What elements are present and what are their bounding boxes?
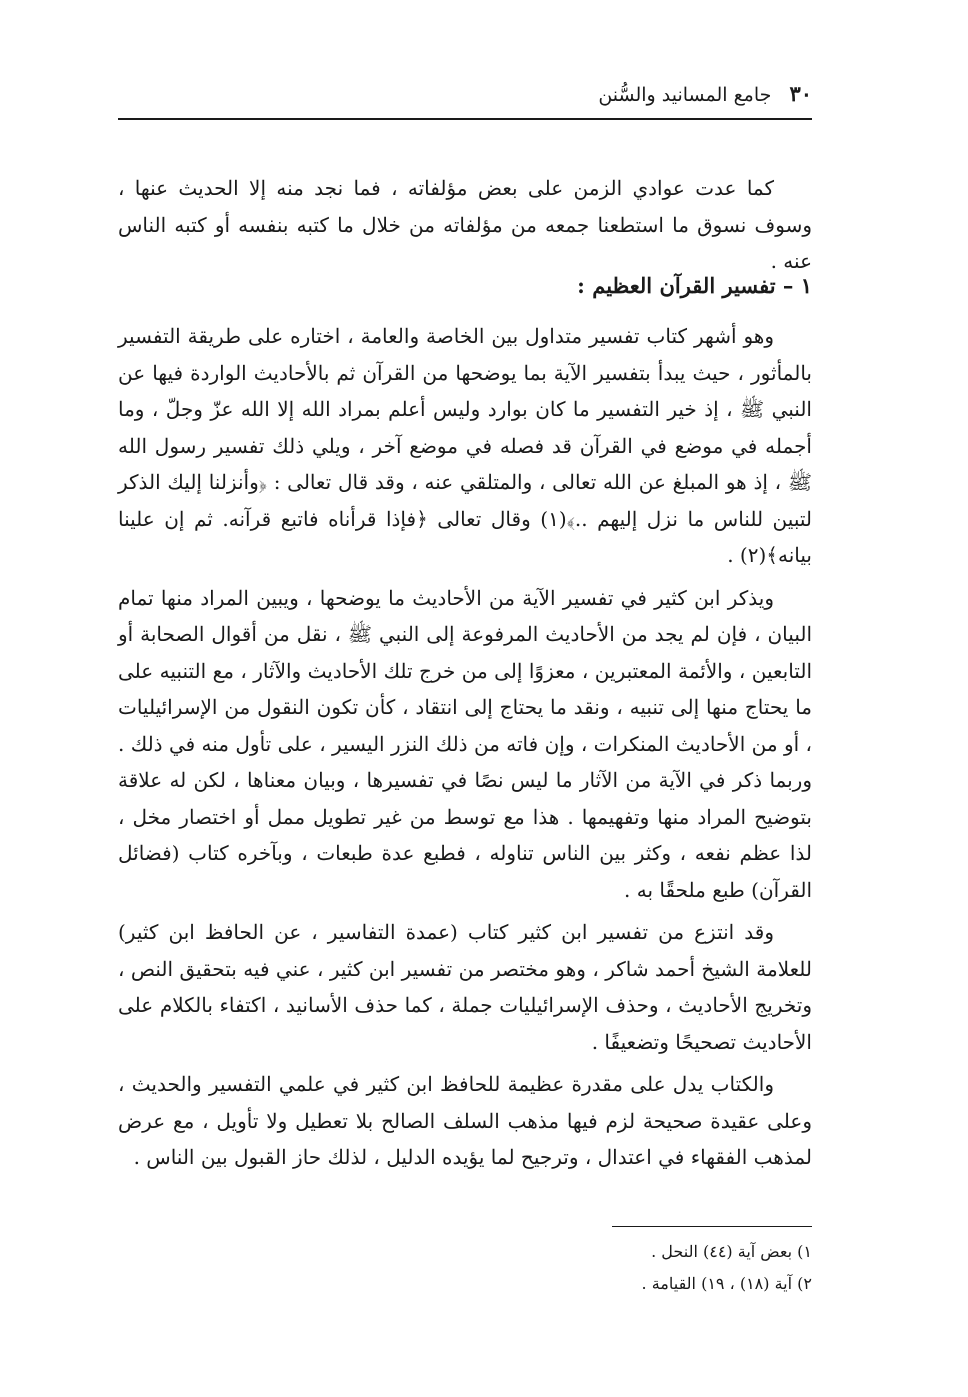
- footnote: ٢) آية (١٨) ، ١٩) القيامة .: [641, 1274, 812, 1293]
- section-heading: ١ – تفسير القرآن العظيم :: [577, 273, 812, 298]
- footnote: ١) بعض آية (٤٤) النحل .: [651, 1242, 812, 1261]
- footnotes: [118, 1236, 812, 1300]
- running-title: جامع المسانيد والسُّنن: [598, 84, 772, 106]
- paragraph: وقد انتزع من تفسير ابن كثير كتاب (عمدة التفاسير ، عن الحافظ ابن كثير) للعلامة الشيخ أحمد شاكر ، وهو مختصر من تفسير ابن كثير ، عني فيه بتحقيق النص ، وتخريج الأحاديث ، وحذف الإسرائيليات جملة ، كما حذف الأسانيد ، اكتفاء بالكلام على الأحاديث تصحيحًا وتضعيفًا .: [118, 920, 812, 1054]
- paragraph: وهو أشهر كتاب تفسير متداول بين الخاصة والعامة ، اختاره على طريقة التفسير بالمأثور ، حيث يبدأ بتفسير الآية بما يوضحها من القرآن ثم بالأحاديث الواردة فيها عن النبي ﷺ ، إذ خير التفسير ما كان بوارد وليس أعلم بمراد الله إلا الله عزّ وجلّ ، وما أجمله في موضع في القرآن قد فصله في موضع آخر ، ويلي ذلك تفسير رسول الله ﷺ ، إذ هو المبلغ عن الله تعالى ، والمتلقي عنه ، وقد قال تعالى : ﴿وأنزلنا إليك الذكر لتبين للناس ما نزل إليهم ..﴾(١) وقال تعالى ﴿فإذا قرأناه فاتبع قرآنه. ثم إن علينا بيانه﴾(٢) .: [118, 324, 813, 567]
- paragraph: ويذكر ابن كثير في تفسير الآية من الأحاديث ما يوضحها ، ويبين المراد منها تمام البيان ، فإن لم يجد من الأحاديث المرفوعة إلى النبي ﷺ ، نقل من أقوال الصحابة أو التابعين ، والأئمة المعتبرين ، معزوًا إلى من خرج تلك الأحاديث والآثار ، مع التنبيه على ما يحتاج منها إلى تنبيه ، ونقد ما يحتاج إلى انتقاد ، كأن تكون النقول من الإسرائيليات ، أو من الأحاديث المنكرات ، وإن فاته من ذلك النزر اليسير ، على تأول منه في ذلك . وربما ذكر في الآية من الآثار ما ليس نصًا في تفسيرها ، وبيان معناها ، لكن له علاقة بتوضيح المراد منها وتفهيمها . هذا مع توسط من غير تطويل ممل أو اختصار مخل ، لذا عظم نفعه ، وكثر بين الناس تناوله ، فطبع عدة طبعات ، وبآخره كتاب (فضائل القرآن) طبع ملحقًا به .: [118, 585, 812, 902]
- header-rule: [118, 118, 812, 120]
- intro-block: [118, 170, 812, 280]
- intro-paragraph: كما عدت عوادي الزمن على بعض مؤلفاته ، فما نجد منه إلا الحديث عنها ، وسوف نسوق ما استطعنا جمعه من مؤلفاته من خلال ما كتبه بنفسه أو كتبه الناس عنه .: [118, 176, 812, 273]
- footnote-rule: [612, 1226, 812, 1227]
- page-number: ٣٠: [789, 81, 812, 106]
- running-header: [118, 78, 812, 111]
- paragraph: والكتاب يدل على مقدرة عظيمة للحافظ ابن كثير في علمي التفسير والحديث ، وعلى عقيدة صحيحة لزم فيها مذهب السلف الصالح بلا تعطيل ولا تأويل ، مع عرض لمذهب الفقهاء في اعتدال ، وترجيح لما يؤيده الدليل ، لذلك حاز القبول بين الناس .: [118, 1072, 812, 1169]
- main-text: [118, 318, 812, 1182]
